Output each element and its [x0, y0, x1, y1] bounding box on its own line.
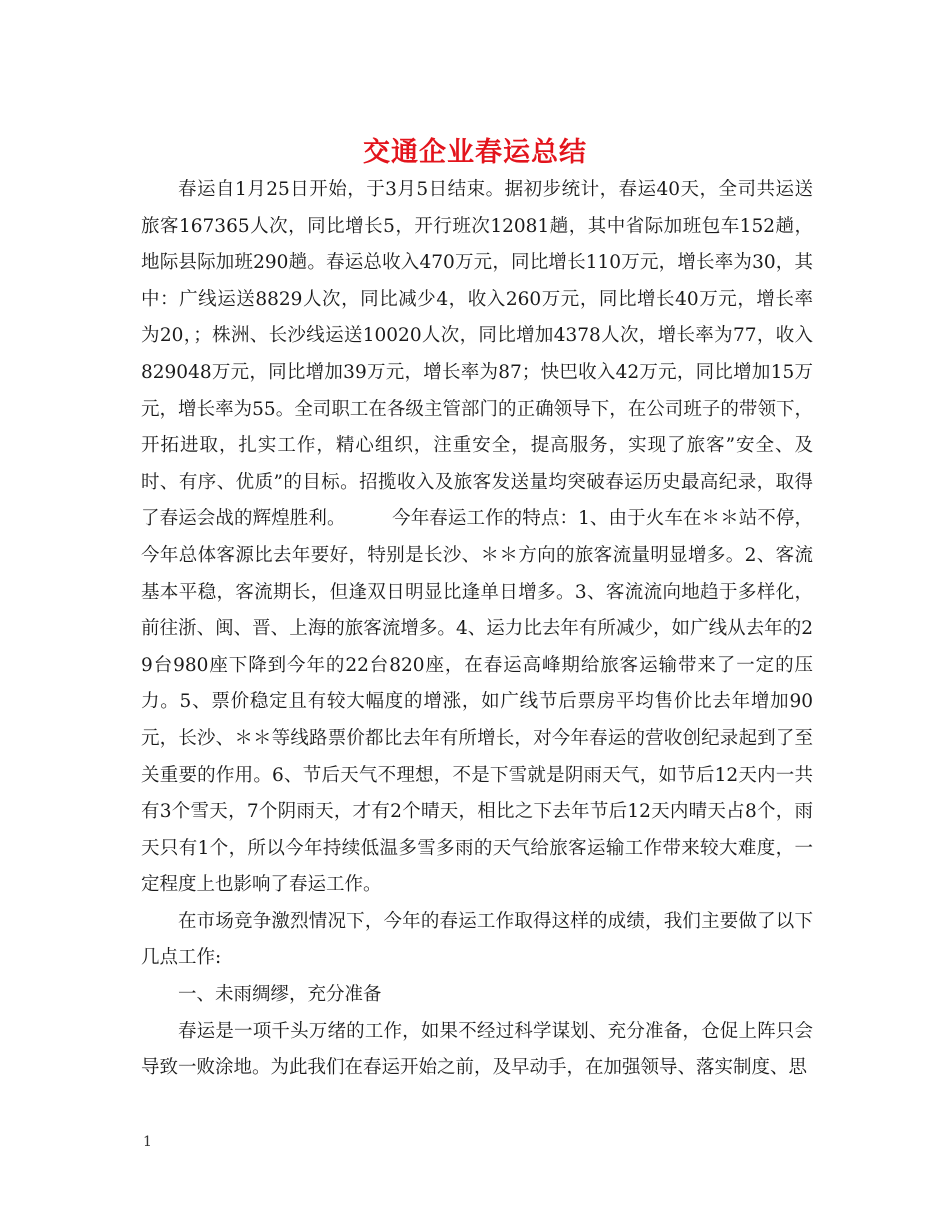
document-body: [141, 172, 813, 1087]
document-title: 交通企业春运总结: [363, 137, 587, 168]
section-heading-1: 一、未雨绸缪，充分准备: [178, 984, 382, 1006]
page-number: 1: [143, 1134, 152, 1150]
paragraph-summary: 春运自1月25日开始，于3月5日结束。据初步统计，春运40天，全司共运送旅客167365人次，同比增长5，开行班次12081趟，其中省际加班包车152趟，地际县际加班290趟。春运总收入470万元，同比增长110万元，增长率为30，其中：广线运送8829人次，同比减少4，收入260万元，同比增长40万元，增长率为20，；株洲、长沙线运送10020人次，同比增加4378人次，增长率为77，收入829048万元，同比增加39万元，增长率为87；快巴收入42万元，同比增加15万元，增长率为55。全司职工在各级主管部门的正确领导下，在公司班子的带领下，开拓进取，扎实工作，精心组织，注重安全，提高服务，实现了旅客”安全、及时、有序、优质”的目标。招揽收入及旅客发送量均突破春运历史最高纪录，取得了春运会战的辉煌胜利。 今年春运工作的特点：1、由于火车在＊＊站不停，今年总体客源比去年要好，特别是长沙、＊＊方向的旅客流量明显增多。2、客流基本平稳，客流期长，但逢双日明显比逢单日增多。3、客流流向地趋于多样化，前往浙、闽、晋、上海的旅客流增多。4、运力比去年有所减少，如广线从去年的29台980座下降到今年的22台820座，在春运高峰期给旅客运输带来了一定的压力。5、票价稳定且有较大幅度的增涨，如广线节后票房平均售价比去年增加90元，长沙、＊＊等线路票价都比去年有所增长，对今年春运的营收创纪录起到了至关重要的作用。6、节后天气不理想，不是下雪就是阴雨天气，如节后12天内一共有3个雪天，7个阴雨天，才有2个晴天，相比之下去年节后12天内晴天占8个，雨天只有1个，所以今年持续低温多雪多雨的天气给旅客运输工作带来较大难度，一定程度上也影响了春运工作。: [141, 179, 813, 896]
paragraph-intro-work: 在市场竞争激烈情况下，今年的春运工作取得这样的成绩，我们主要做了以下几点工作:: [141, 910, 813, 969]
paragraph-preparation: 春运是一项千头万绪的工作，如果不经过科学谋划、充分准备，仓促上阵只会导致一败涂地。为此我们在春运开始之前，及早动手，在加强领导、落实制度、思: [141, 1020, 813, 1079]
